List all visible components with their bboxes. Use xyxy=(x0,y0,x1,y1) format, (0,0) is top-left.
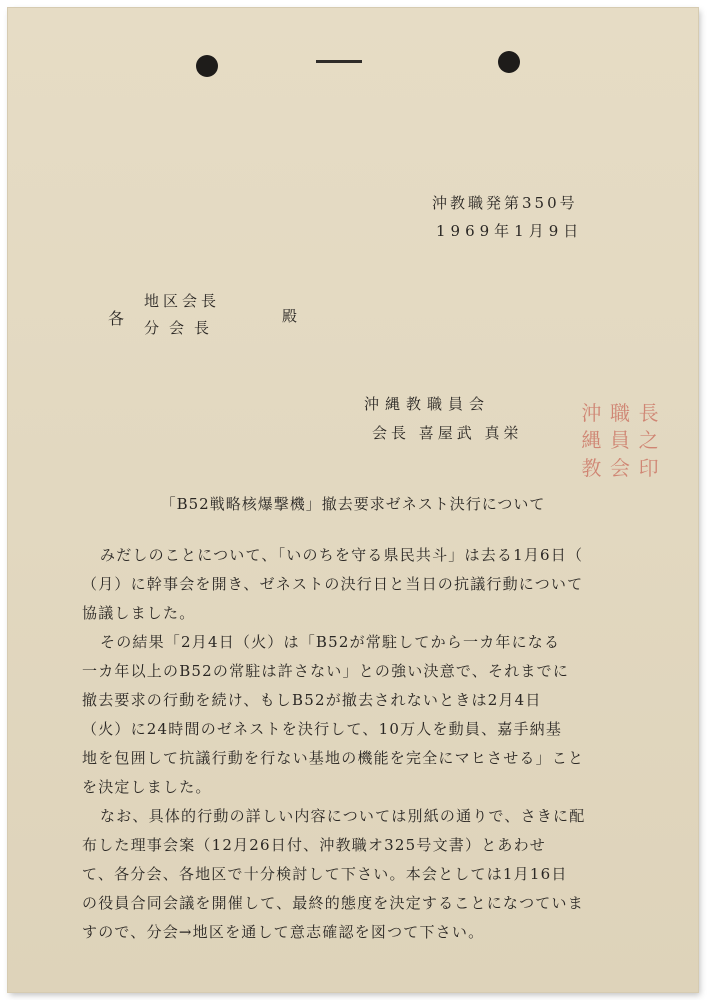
body-line: その結果「2月4日（火）は「B52が常駐してから一カ年になる xyxy=(100,633,561,651)
document-page xyxy=(8,8,698,992)
seal-char: 職 xyxy=(609,401,630,425)
seal-char: 沖 xyxy=(581,401,602,425)
seal-char: 印 xyxy=(638,455,659,480)
sender-organization: 沖縄教職員会 xyxy=(364,395,491,413)
body-line: みだしのことについて、「いのちを守る県民共斗」は去る1月6日（ xyxy=(100,546,584,564)
seal-char: 会 xyxy=(609,455,630,480)
seal-char: 之 xyxy=(638,428,659,453)
official-seal-stamp xyxy=(577,400,663,482)
body-line: を決定しました。 xyxy=(82,778,212,796)
body-line: 地を包囲して抗議行動を行ない基地の機能を完全にマヒさせる」こと xyxy=(82,749,585,767)
body-line: （月）に幹事会を開き、ゼネストの決行日と当日の抗議行動について xyxy=(82,575,584,593)
binder-hole-right xyxy=(498,51,520,73)
seal-char: 縄 xyxy=(581,428,602,453)
paragraph-3 xyxy=(82,802,640,947)
reference-number: 沖教職発第350号 xyxy=(432,194,578,212)
seal-char: 教 xyxy=(581,455,602,480)
addressee-line-branch: 分会長 xyxy=(144,319,220,337)
body-line: すので、分会→地区を通して意志確認を図つて下さい。 xyxy=(82,923,485,941)
fold-mark xyxy=(316,60,362,63)
sender-president: 会長 喜屋武 真栄 xyxy=(372,424,523,442)
body-line: なお、具体的行動の詳しい内容については別紙の通りで、さきに配 xyxy=(100,807,586,825)
body-line: （火）に24時間のゼネストを決行して、10万人を動員、嘉手納基 xyxy=(82,720,563,738)
body-line: 布した理事会案（12月26日付、沖教職オ325号文書）とあわせ xyxy=(82,836,547,854)
seal-char: 員 xyxy=(609,428,630,453)
paragraph-1 xyxy=(82,541,640,628)
addressee-prefix: 各 xyxy=(108,309,125,328)
addressee-honorific: 殿 xyxy=(282,307,298,325)
binder-hole-left xyxy=(196,55,218,77)
document-date: 1969年1月9日 xyxy=(436,222,584,240)
body-line: て、各分会、各地区で十分検討して下さい。本会としては1月16日 xyxy=(82,865,568,883)
seal-char: 長 xyxy=(638,401,659,425)
addressee-line-district: 地区会長 xyxy=(144,292,221,310)
body-line: 一カ年以上のB52の常駐は許さない」との強い決意で、それまでに xyxy=(82,662,570,680)
document-title: 「B52戦略核爆撃機」撤去要求ゼネスト決行について xyxy=(160,495,546,513)
document-body xyxy=(82,541,640,947)
body-line: 協議しました。 xyxy=(82,604,196,622)
body-line: の役員合同会議を開催して、最終的態度を決定することになつていま xyxy=(82,894,584,912)
body-line: 撤去要求の行動を続け、もしB52が撤去されないときは2月4日 xyxy=(82,691,542,709)
paragraph-2 xyxy=(82,628,640,802)
addressee-block xyxy=(108,290,348,350)
